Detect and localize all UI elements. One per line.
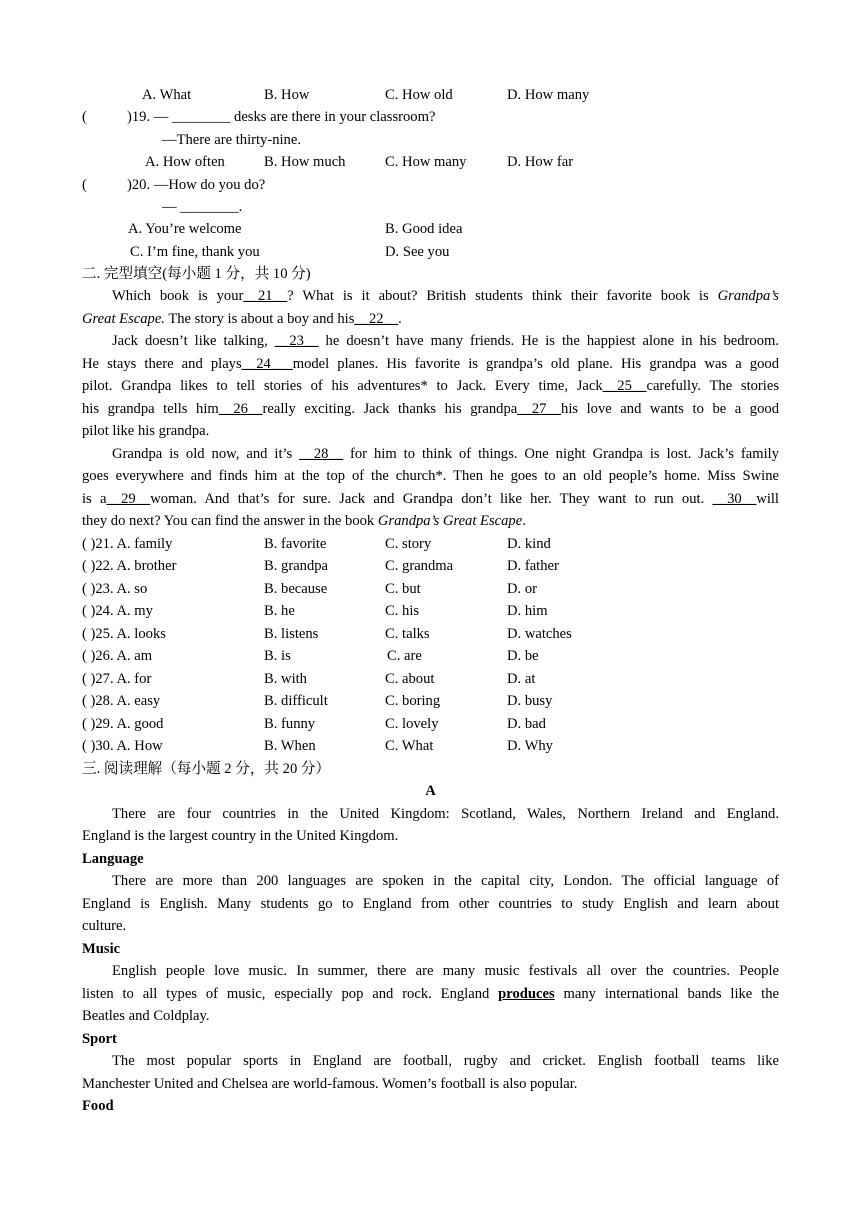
subheading-sport: Sport [82,1031,117,1047]
cloze-line: his grandpa tells him__26__really exciting. Jack thanks his grandpa__27__his love and wants to be a good [82,401,779,417]
section-2-heading: 二. 完型填空(每小题 1 分，共 10 分) [82,266,311,282]
reading-line: There are four countries in the United Kingdom: Scotland, Wales, Northern Ireland and England. [112,806,779,822]
cloze-line: is a__29__woman. And that’s for sure. Jack and Grandpa don’t like her. They want to run out. __30__will [82,491,779,507]
option-d: D. be [507,648,539,664]
option-b: B. Good idea [385,221,463,237]
reading-line: England is the largest country in the United Kingdom. [82,828,399,844]
option-d: D. Why [507,738,553,754]
cloze-line: Which book is your__21__? What is it about? British students think their favorite book is Grandpa’s [112,288,779,304]
option-d: D. or [507,581,537,597]
question-stem: ( )29. A. good [82,716,164,732]
highlighted-word: produces [498,986,555,1002]
subheading-music: Music [82,941,121,957]
option-c: C. his [385,603,420,619]
option-d: D. See you [385,244,450,260]
question-stem: ( )28. A. easy [82,693,161,709]
answer-paren: ( [82,177,87,193]
reading-line: Beatles and Coldplay. [82,1008,210,1024]
cloze-line: Great Escape. The story is about a boy and his__22__. [82,311,402,327]
question-stem: ( )25. A. looks [82,626,166,642]
option-c: C. story [385,536,432,552]
option-c: C. talks [385,626,430,642]
cloze-line: goes everywhere and finds him at the top of the church*. Then he goes to an old people’s home. Miss Swine [82,468,779,484]
option-d: D. at [507,671,536,687]
question-stem: ( )30. A. How [82,738,163,754]
dialog-answer: — ________. [162,199,243,215]
option-b: B. grandpa [264,558,329,574]
reading-line: England is English. Many students go to England from other countries to study English and learn about [82,896,779,912]
question-stem: ( )21. A. family [82,536,173,552]
reading-line: culture. [82,918,127,934]
option-a: A. You’re welcome [128,221,242,237]
option-d: D. father [507,558,559,574]
reading-line: There are more than 200 languages are spoken in the capital city, London. The official language of [112,873,779,889]
option-d: D. watches [507,626,572,642]
option-b: B. because [264,581,328,597]
cloze-line: Jack doesn’t like talking, __23__ he doesn’t have many friends. He is the happiest alone in his bedroom. [112,333,780,349]
subheading-food: Food [82,1098,114,1114]
option-b: B. How [264,87,310,103]
reading-line: Manchester United and Chelsea are world-famous. Women’s football is also popular. [82,1076,578,1092]
option-c: C. but [385,581,421,597]
question-text: )19. — ________ desks are there in your classroom? [127,109,436,125]
option-c: C. lovely [385,716,439,732]
option-b: B. funny [264,716,316,732]
option-c: C. How old [385,87,453,103]
option-b: B. with [264,671,307,687]
answer-paren: ( [82,109,87,125]
option-d: D. How many [507,87,590,103]
question-stem: ( )27. A. for [82,671,152,687]
option-c: C. grandma [385,558,454,574]
option-c: C. are [387,648,422,664]
option-d: D. How far [507,154,574,170]
question-text: )20. —How do you do? [127,177,266,193]
subheading-language: Language [82,851,144,867]
reading-line: listen to all types of music, especially pop and rock. England produces many international bands like the [82,986,779,1002]
passage-label: A [425,783,436,799]
cloze-line: Grandpa is old now, and it’s __28__ for him to think of things. One night Grandpa is lost. Jack’s family [112,446,780,462]
option-c: C. I’m fine, thank you [130,244,260,260]
option-c: C. boring [385,693,441,709]
option-b: B. favorite [264,536,327,552]
option-b: B. difficult [264,693,328,709]
cloze-line: He stays there and plays__24___model planes. His favorite is grandpa’s old plane. His grandpa was a good [82,356,779,372]
option-b: B. he [264,603,295,619]
section-3-heading: 三. 阅读理解（每小题 2 分，共 20 分） [82,761,331,777]
cloze-line: pilot. Grandpa likes to tell stories of his adventures* to Jack. Every time, Jack__25__carefully. The stories [82,378,779,394]
question-stem: ( )24. A. my [82,603,153,619]
option-d: D. busy [507,693,553,709]
option-a: A. What [142,87,192,103]
cloze-line: they do next? You can find the answer in the book Grandpa’s Great Escape. [82,513,526,529]
option-b: B. listens [264,626,319,642]
option-c: C. about [385,671,435,687]
option-d: D. him [507,603,548,619]
reading-line: The most popular sports in England are football, rugby and cricket. English football teams like [112,1053,779,1069]
cloze-line: pilot like his grandpa. [82,423,210,439]
dialog-answer: —There are thirty-nine. [162,132,301,148]
option-b: B. is [264,648,291,664]
option-c: C. How many [385,154,467,170]
option-d: D. kind [507,536,551,552]
option-b: B. When [264,738,316,754]
reading-line: English people love music. In summer, there are many music festivals all over the countries. People [112,963,779,979]
option-d: D. bad [507,716,546,732]
option-c: C. What [385,738,434,754]
option-a: A. How often [145,154,225,170]
question-stem: ( )23. A. so [82,581,148,597]
question-stem: ( )22. A. brother [82,558,177,574]
option-b: B. How much [264,154,346,170]
question-stem: ( )26. A. am [82,648,153,664]
